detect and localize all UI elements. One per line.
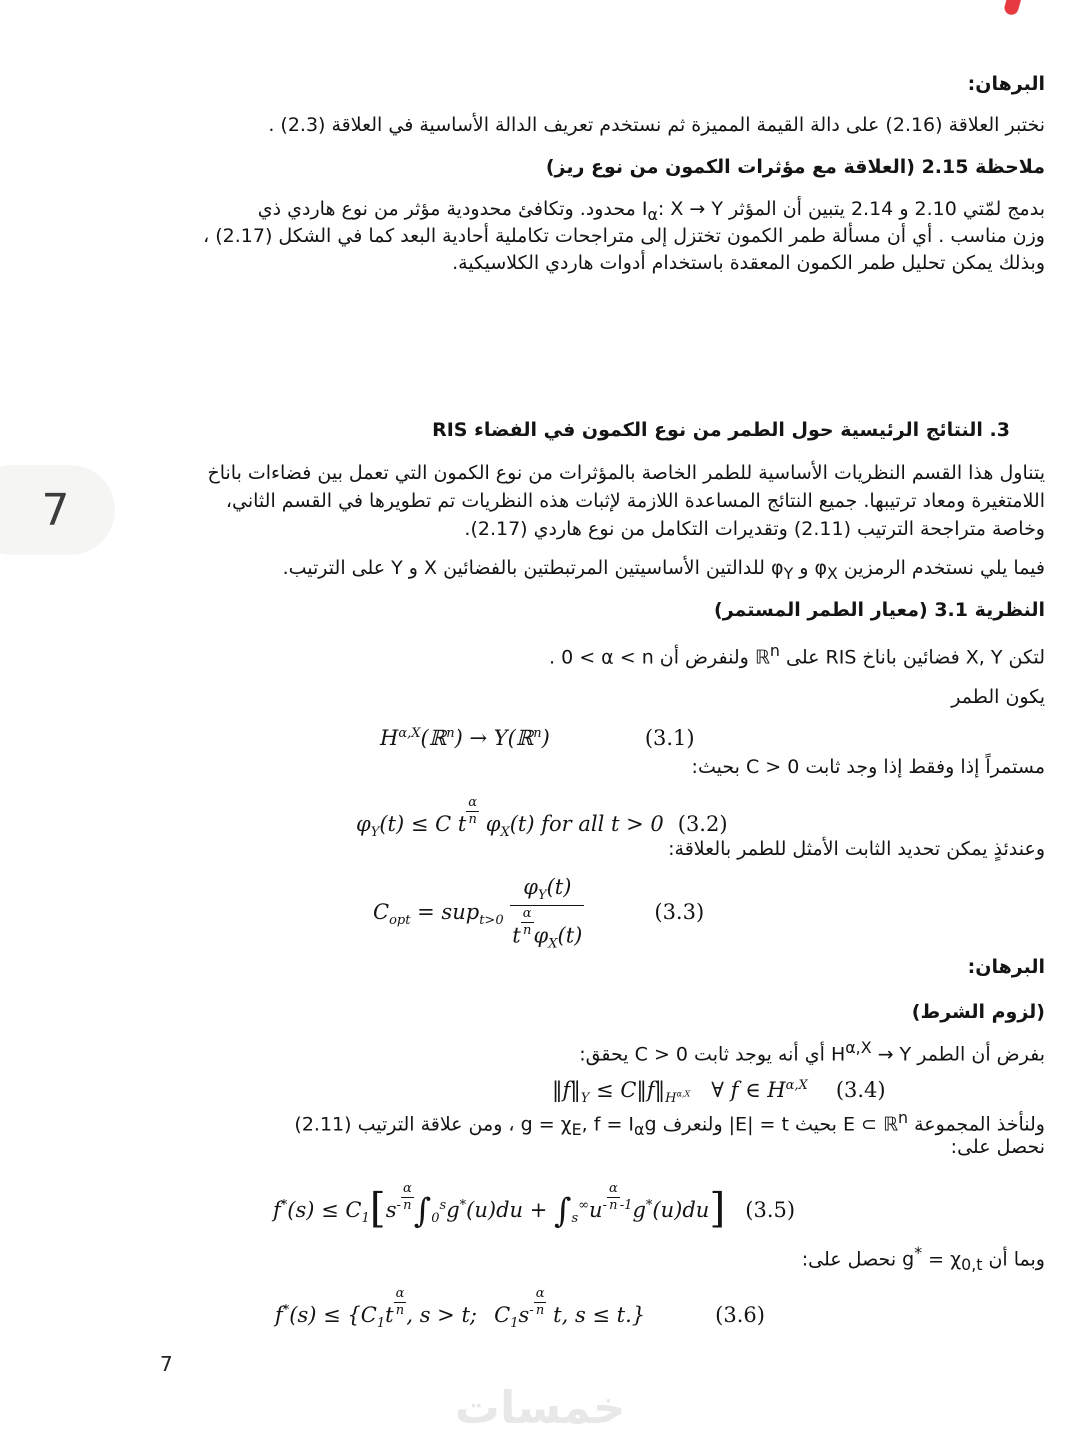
symbols-convention-line: فيما يلي نستخدم الرمزين $\varphi_X$ و $\varphi_Y$ للدالتين الأساسيتين المرتبطتين بالفضائين X و Y على الترتيب.: [282, 557, 1045, 583]
equation-tag-3-3: (3.3): [654, 900, 705, 925]
formula-3-4: [552, 1078, 886, 1106]
section-3-paragraph-line-3: وخاصة متراجحة الترتيب (2.11) وتقديرات التكامل من نوع هاردي (2.17).: [464, 518, 1045, 540]
page-number: 7: [160, 1352, 173, 1376]
side-page-tab[interactable]: [0, 465, 115, 555]
formula-3-1-expression: $H^{\alpha,X}(ℝ^n)$ → Y(ℝ$^n$): [380, 726, 550, 750]
equation-tag-3-6: (3.6): [715, 1303, 765, 1328]
equation-tag-3-2: (3.2): [677, 812, 728, 837]
since-line: وبما أن $g^* = \chi_{0,t}$ نحصل على:: [801, 1243, 1045, 1275]
formula-3-4-expression: $‖f‖_Y$ ≤ $C‖f‖_{H^{\alpha,X}}$ ∀ f ∈ $H^{\alpha,X}$: [552, 1078, 808, 1107]
we-get-line: نحصل على:: [950, 1136, 1045, 1158]
formula-3-3-expression: $C_{opt} = sup_{t>0}$ $\varphi_Y(t)$ t $^{\frac{\alpha}{n}}$ $\varphi_X(t)$: [373, 875, 583, 951]
watermark-logo: خمسات: [454, 1381, 626, 1434]
theorem-3-1-heading: النظرية 3.1 (معيار الطمر المستمر): [714, 599, 1045, 621]
side-page-tab-number: 7: [41, 484, 70, 536]
section-3-paragraph-line-1: يتناول هذا القسم النظريات الأساسية للطمر الخاصة بالمؤثرات من نوع الكمون التي تعمل بين فضاءات باناخ: [207, 462, 1045, 484]
necessity-heading: (لزوم الشرط): [911, 1001, 1045, 1023]
formula-3-5: [273, 1181, 796, 1233]
remark-heading: ملاحظة 2.15 (العلاقة مع مؤثرات الكمون من نوع ريز): [545, 156, 1045, 178]
formula-3-1: [380, 726, 695, 750]
red-pen-mark: [1003, 0, 1023, 16]
formula-3-5-expression: $f^*(s) \le C_1[s^{- \frac{\alpha}{n}}$ $\int_0^sg^*(u)du + \int_s^\infty u^{- \frac{\alpha}{n} -1}g^*(u)du$]: [273, 1181, 726, 1233]
remark-paragraph-line-1: بدمج لمّتي 2.10 و 2.14 يتبين أن المؤثر $I_\alpha$: X → Y محدود. وتكافئ محدودية مؤثر من نوع هاردي ذي: [257, 198, 1045, 224]
formula-3-2-expression: $\varphi_Y(t) \le C$ t $^{\frac{\alpha}{n}}$ $\varphi_X(t)$ for all t > 0: [356, 795, 664, 841]
paragraph-test-relation: نختبر العلاقة (2.16) على دالة القيمة المميزة ثم نستخدم تعريف الدالة الأساسية في العلاقة (2.3) .: [268, 114, 1045, 136]
remark-paragraph-line-2: وزن مناسب . أي أن مسألة طمر الكمون تختزل إلى متراجحات تكاملية أحادية البعد كما في الشكل (2.17) ،: [203, 225, 1045, 247]
section-3-heading: 3. النتائج الرئيسية حول الطمر من نوع الكمون في الفضاء RIS: [432, 419, 1010, 441]
formula-3-2: [356, 796, 728, 841]
formula-3-6-expression: $f^*(s) \le \{C_1t$ $^{\frac{\alpha}{n}}$ , s > t; $C_1s^{- \frac{\alpha}{n}}$ t, s ≤ t.}: [275, 1286, 646, 1332]
proof-heading-2: البرهان:: [967, 956, 1045, 978]
equation-tag-3-1: (3.1): [644, 726, 695, 750]
continuity-condition-line: مستمراً إذا وفقط إذا وجد ثابت ⁦C > 0⁩ بحيث:: [691, 756, 1045, 778]
remark-paragraph-line-3: وبذلك يمكن تحليل طمر الكمون المعقدة باستخدام أدوات هاردي الكلاسيكية.: [452, 252, 1045, 274]
formula-3-6: [275, 1287, 765, 1332]
formula-3-3: [373, 876, 704, 951]
equation-tag-3-4: (3.4): [835, 1078, 886, 1102]
take-set-line: ولنأخذ المجموعة E ⊂ ℝ$^n$ بحيث ⁦|E| = t⁩ ولنعرف $g = \chi_E$, $f = I_\alpha g$ ، ومن علاقة الترتيب (2.11): [294, 1108, 1045, 1140]
theorem-assumption-line: لتكن X, Y فضائين باناخ RIS على ℝ$^n$ ولنفرض أن ⁦0 < α < n⁩ .: [548, 641, 1045, 669]
section-3-paragraph-line-2: اللامتغيرة ومعاد ترتيبها. جميع النتائج المساعدة اللازمة لإثبات هذه النظريات تم تطويرها في القسم الثاني،: [225, 490, 1045, 512]
proof-heading-1: البرهان:: [967, 73, 1045, 95]
suppose-embedding-line: بفرض أن الطمر $H^{\alpha,X} \to Y$ أي أنه يوجد ثابت ⁦C > 0⁩ يحقق:: [579, 1038, 1045, 1066]
embedding-intro-line: يكون الطمر: [951, 686, 1045, 708]
equation-tag-3-5: (3.5): [745, 1198, 796, 1223]
optimal-constant-line: وعندئذٍ يمكن تحديد الثابت الأمثل للطمر بالعلاقة:: [668, 838, 1045, 860]
